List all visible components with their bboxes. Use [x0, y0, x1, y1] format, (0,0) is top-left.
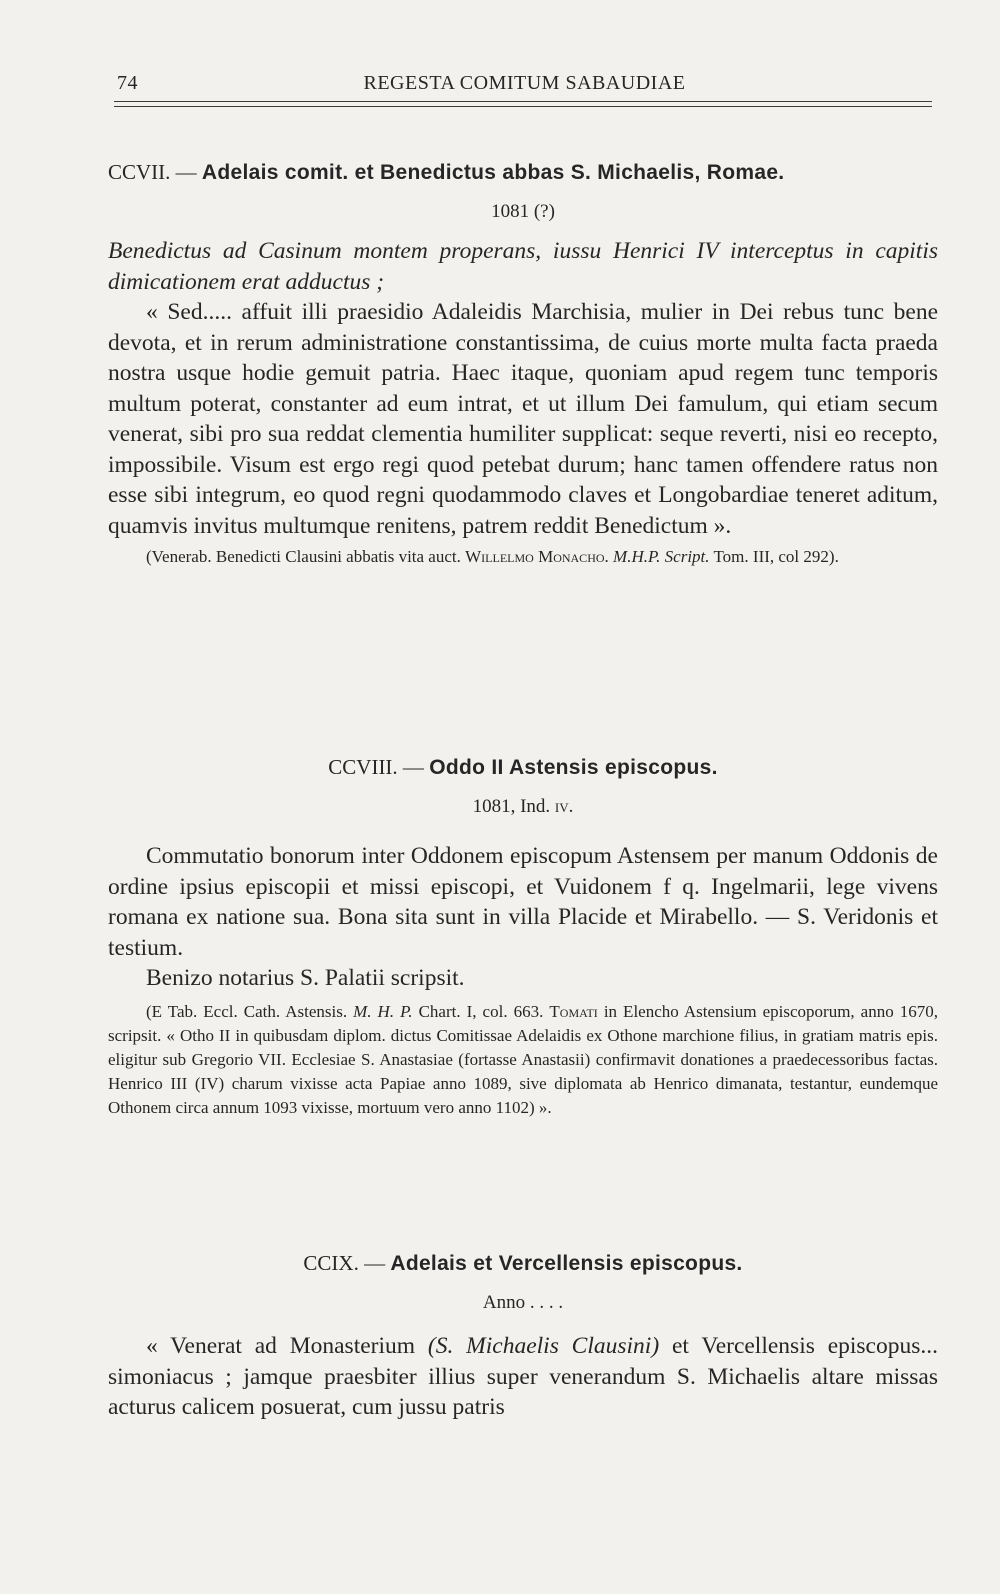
page-number: 74	[117, 72, 138, 94]
running-head	[117, 72, 932, 102]
entry-source-note	[108, 545, 938, 569]
entry-date-ind: iv.	[554, 796, 574, 817]
entry-quote: « Sed..... affuit illi praesidio Adaleidis Marchisia, mulier in Dei rebus tunc bene devota, et in rerum administratione constantissima, de cuius morte multa facta praeda nostra usque hodie gemuit patria. Haec itaque, quoniam apud regem tunc temporis multum poterat, constanter ad eum intrat, et ut illum Dei famulum, qui etiam secum venerat, sibi pro sua reddat clementia humiliter supplicat: seque reverti, nisi eo recepto, impossibile. Visum est ergo regi quod petebat durum; hanc tamen offendere ratus non esse sibi integrum, eo quod regni quodammodo claves et Longobardiae teneret aditum, quamvis invitus multumque renitens, patrem reddit Benedictum ».	[108, 299, 938, 539]
entry-date: Anno . . . .	[482, 1292, 564, 1313]
note-chart: Chart. I, col. 663.	[418, 1001, 544, 1021]
source-ref: M.H.P. Script.	[613, 547, 710, 566]
entry-heading	[108, 752, 938, 783]
entry-source-note	[108, 1000, 938, 1120]
entry-number: CCVIII. —	[328, 755, 424, 779]
running-title: REGESTA COMITUM SABAUDIAE	[363, 72, 686, 94]
header-rule	[114, 101, 932, 102]
note-body: in Elencho Astensium episcoporum, anno 1670, scripsit. « Otho II in quibusdam diplom. dictus Comitissae Adelaidis ex Othone marchione filius, in gratiam matris epis. eligitur sub Gregorio VII. Ecclesiae S. Anastasiae (fortasse Anastasii) confirmavit donationes a praedecessoribus factas. Henrico III (IV) charum vixisse acta Papiae anno 1089, sive diplomata ab Henrico dimanata, testantur, eundemque Othonem circa annum 1093 vixisse, mortuum vero anno 1102) ».	[108, 1001, 939, 1117]
header-rule-double	[114, 106, 932, 107]
entry-text	[108, 1331, 938, 1423]
note-ref: M. H. P.	[353, 1001, 413, 1021]
text-italic: (S. Michaelis Clausini)	[427, 1333, 660, 1359]
entry-ccvii	[108, 157, 938, 569]
note-author: Tomati	[549, 1001, 598, 1021]
entry-date	[108, 793, 938, 821]
entry-notary: Benizo notarius S. Palatii scripsit.	[146, 965, 465, 991]
entry-date: 1081 (?)	[491, 201, 555, 222]
entry-number: CCIX. —	[303, 1251, 386, 1275]
entry-text	[108, 841, 938, 994]
entry-ccix	[108, 1248, 938, 1423]
entry-title: Adelais et Vercellensis episcopus.	[390, 1252, 743, 1275]
text-start: « Venerat ad Monasterium	[146, 1333, 416, 1359]
entry-heading	[108, 157, 938, 188]
entry-paragraph	[108, 1331, 938, 1423]
text-rest: et Vercellensis episcopus... simoniacus ; jamque praesbiter illius super venerandum S. Michaelis altare missas acturus calicem posuerat, cum jussu patris	[108, 1333, 938, 1420]
entry-number: CCVII. —	[108, 160, 197, 184]
entry-ccviii	[108, 752, 938, 1120]
source-author: Willelmo Monacho.	[465, 547, 609, 566]
source-text: (Venerab. Benedicti Clausini abbatis vita auct.	[146, 547, 461, 566]
entry-text	[108, 297, 938, 541]
entry-paragraph: Commutatio bonorum inter Oddonem episcopum Astensem per manum Oddonis de ordine ipsius episcopii et missi episcopi, et Vuidonem f q. Ingelmarii, lege vivens romana ex natione sua. Bona sita sunt in villa Placide et Mirabello. — S. Veridonis et testium.	[108, 843, 938, 961]
source-col: Tom. III, col 292).	[713, 547, 839, 566]
entry-heading	[108, 1248, 938, 1279]
entry-summary: Benedictus ad Casinum montem properans, iussu Henrici IV interceptus in capitis dimicationem erat adductus ;	[108, 238, 938, 295]
entry-date-main: 1081, Ind.	[472, 796, 551, 817]
note-text: (E Tab. Eccl. Cath. Astensis.	[146, 1001, 348, 1021]
entry-title: Oddo II Astensis episcopus.	[429, 756, 718, 779]
entry-title: Adelais comit. et Benedictus abbas S. Michaelis, Romae.	[201, 161, 785, 184]
